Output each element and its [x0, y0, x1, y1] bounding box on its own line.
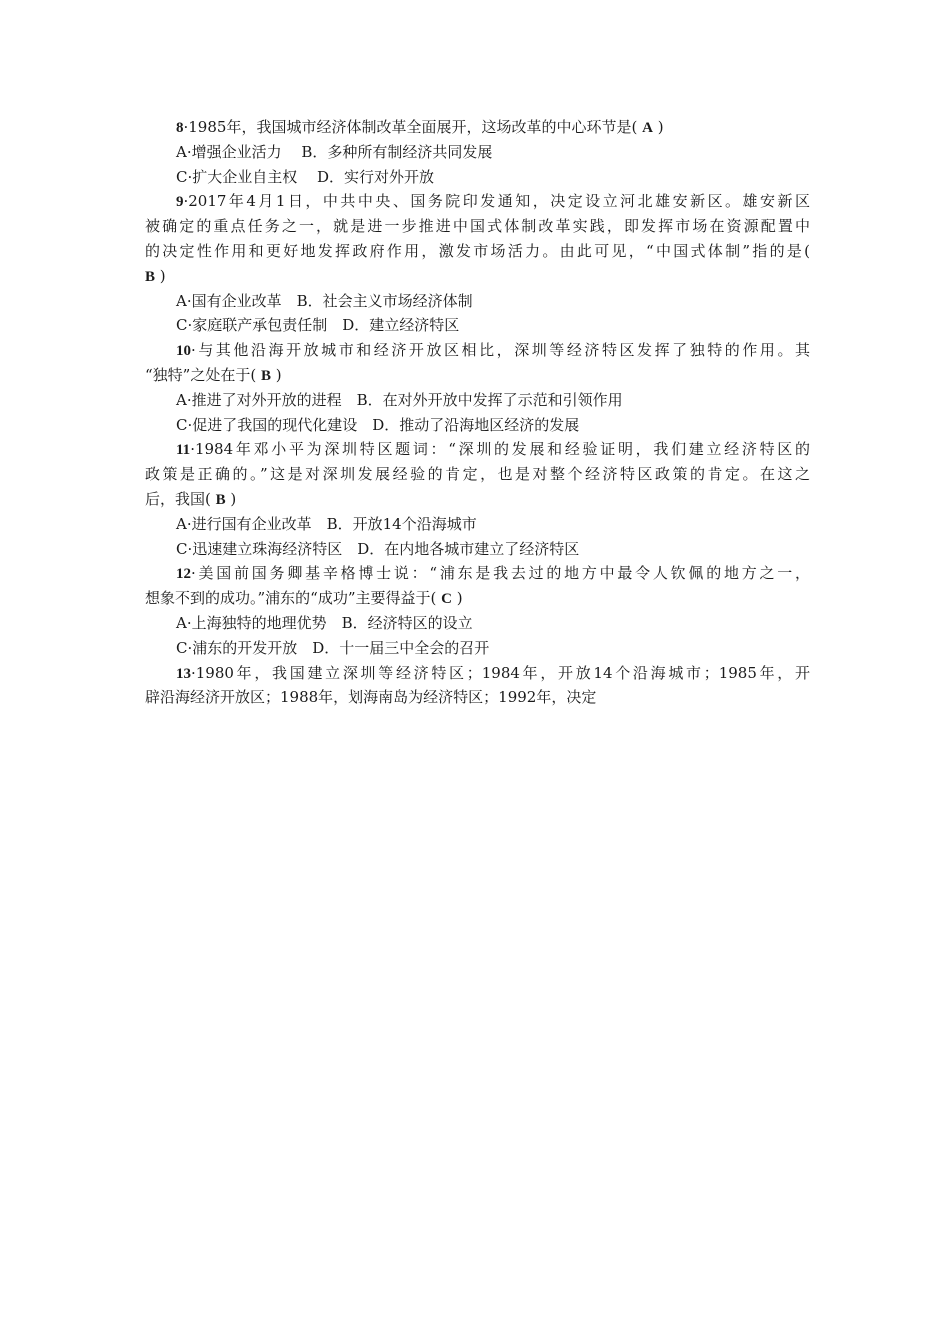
answer-close: )	[652, 118, 664, 136]
answer-close: )	[270, 365, 282, 384]
question-text: ·1985年，我国城市经济体制改革全面展开，这场改革的中心环节是(	[183, 118, 643, 136]
question-number: 11	[176, 442, 191, 459]
question-9-stem	[145, 189, 810, 214]
answer-letter: B	[260, 367, 271, 384]
question-number: 12	[176, 566, 191, 583]
question-11-stem-cont	[145, 487, 810, 512]
question-13-stem-cont: 辟沿海经济开放区；1988年，划海南岛为经济特区；1992年，决定	[145, 688, 597, 707]
question-text: ·与其他沿海开放城市和经济开放区相比，深圳等经济特区发挥了独特的作用。其	[191, 341, 810, 360]
question-11-option-row: A·进行国有企业改革 B．开放14个沿海城市	[176, 514, 477, 533]
answer-letter: C	[441, 591, 452, 608]
question-11-option-row: C·迅速建立珠海经济特区 D．在内地各城市建立了经济特区	[176, 539, 580, 558]
question-11-stem	[145, 437, 810, 462]
answer-close: )	[225, 489, 237, 508]
question-12-option-row: A·上海独特的地理优势 B．经济特区的设立	[176, 613, 473, 632]
question-text: “独特”之处在于(	[145, 365, 261, 384]
question-10-stem	[145, 338, 810, 363]
question-text: 后，我国(	[145, 489, 216, 508]
question-9-answer-line	[145, 264, 810, 289]
answer-close: )	[451, 589, 463, 608]
question-10-stem-cont	[145, 363, 810, 388]
question-12-stem	[145, 561, 810, 586]
question-10-option-row: C·促进了我国的现代化建设 D．推动了沿海地区经济的发展	[176, 415, 580, 434]
question-text: ·1984年邓小平为深圳特区题词：“深圳的发展和经验证明，我们建立经济特区的	[190, 440, 810, 459]
question-text: ·1980年，我国建立深圳等经济特区；1984年，开放14个沿海城市；1985年，开	[191, 663, 810, 682]
answer-letter: B	[215, 491, 226, 508]
question-text: 想象不到的成功。”浦东的“成功”主要得益于(	[145, 589, 442, 608]
question-9-stem-cont: 的决定性作用和更好地发挥政府作用，激发市场活力。由此可见，“中国式体制”指的是(	[145, 241, 810, 260]
question-8-option-row: C·扩大企业自主权 D．实行对外开放	[176, 167, 435, 186]
question-11-stem-cont: 政策是正确的。”这是对深圳发展经验的肯定，也是对整个经济特区政策的肯定。在这之	[145, 465, 810, 484]
question-12-stem-cont	[145, 586, 810, 611]
answer-letter: B	[145, 268, 156, 285]
question-13-stem	[145, 661, 810, 686]
answer-close: )	[155, 266, 166, 285]
question-8-stem	[145, 115, 810, 140]
question-9-stem-cont: 被确定的重点任务之一，就是进一步推进中国式体制改革实践，即发挥市场在资源配置中	[145, 217, 810, 236]
question-list	[145, 115, 810, 710]
question-8-option-row: A·增强企业活力 B．多种所有制经济共同发展	[176, 142, 493, 161]
question-9-option-row: C·家庭联产承包责任制 D．建立经济特区	[176, 316, 460, 335]
question-number: 10	[176, 343, 191, 360]
question-12-option-row: C·浦东的开发开放 D．十一届三中全会的召开	[176, 638, 490, 657]
question-number: 8	[176, 120, 184, 136]
question-text: ·美国前国务卿基辛格博士说：“浦东是我去过的地方中最令人钦佩的地方之一，	[191, 564, 810, 583]
answer-letter: A	[642, 120, 653, 136]
question-9-option-row: A·国有企业改革 B．社会主义市场经济体制	[176, 291, 473, 310]
question-10-option-row: A·推进了对外开放的进程 B．在对外开放中发挥了示范和引领作用	[176, 390, 623, 409]
question-number: 13	[176, 665, 191, 682]
question-number: 9	[176, 194, 184, 211]
question-text: ·2017年4月1日，中共中央、国务院印发通知，决定设立河北雄安新区。雄安新区	[183, 192, 810, 211]
